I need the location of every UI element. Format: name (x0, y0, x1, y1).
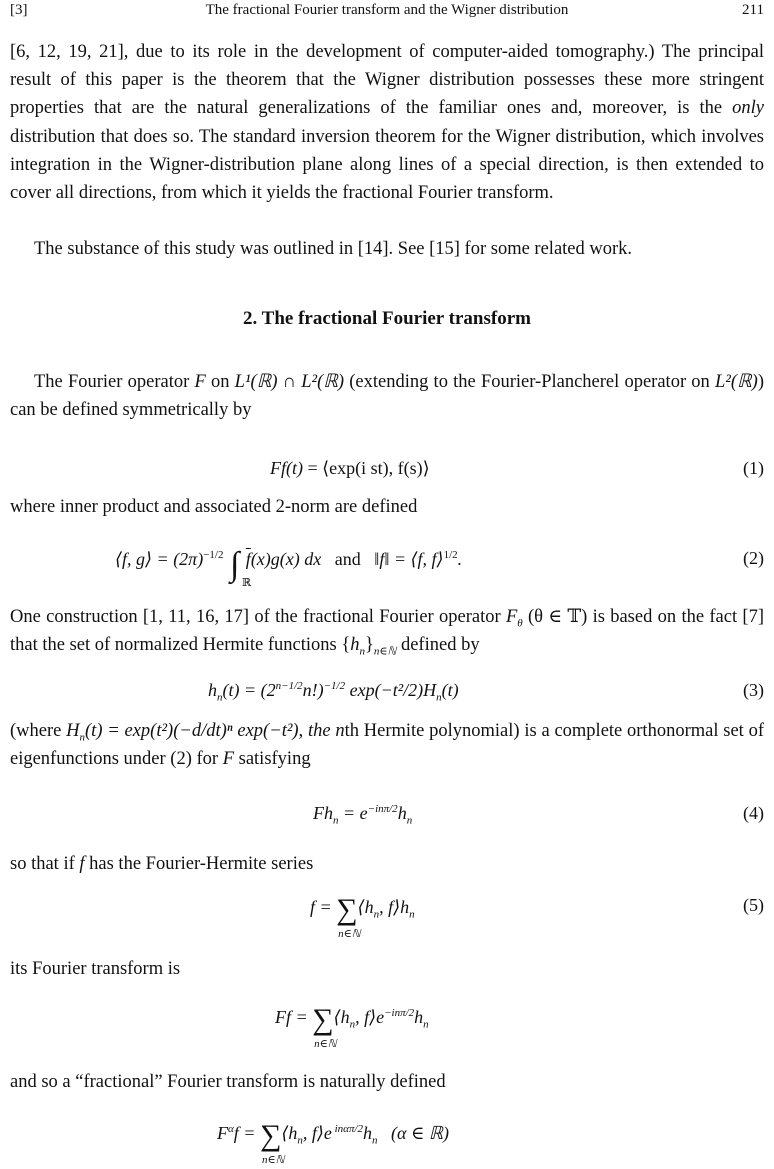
intro-paragraph-2: The substance of this study was outlined in [14]. See [15] for some related work. (34, 239, 633, 259)
section-number: [3] (10, 2, 28, 18)
body-paragraph-4: (where $H_n(t) = \exp(t^2)(-d/dt)^n$ exp(−t²), the nth Hermite polynomial) is a complete orthonormal set of eigenfunctions under (2) for F satisfying (10, 721, 764, 770)
equation-number: (4) (743, 803, 764, 823)
body-paragraph-2: where inner product and associated 2-norm are defined (10, 497, 418, 517)
document-page: [3] The fractional Fourier transform and the Wigner distribution 211 [6, 12, 19, 21], due to its role in the development of computer-aided tomography.) The principal result of this paper is the theorem that the Wigner distribution possesses these more stringent properties that are the natural generalizations of the familiar ones and, moreover, is the only distribution that does so. The standard inversion theorem for the Wigner distribution, which involves integration in the Wigner-distribution plane along lines of a special direction, is then extended to cover all directions, from which it yields the fractional Fourier transform. The substance of this study was outlined in [14]. See [15] for some related work. 2. The fractional Fourier transform The Fourier operator F on L¹(ℝ) ∩ L²(ℝ) (extending to the Fourier-Plancherel operator on L²(ℝ)) can be defined symmetrically by Ff(t) = ⟨exp(i st), f(s)⟩ (1) where inner product and associated 2-norm are defined ⟨f, g⟩ = $(2\pi)^{-1/2}$ ∫ ℝ $\overline{f}(x)g(x)$ dx and ‖f‖ = ⟨f, f⟩$^{1/2}$. (2) One construction [1, 11, 16, 17] of the fractional Fourier operator $F_\theta$ (θ ∈ 𝕋) is based on the fact [7] that the set of normalized Hermite functions $\{h_n\}_{n\in ℕ}$ defined by $h_n(t) = (2^{n-1/2}n!)^{-1/2}$ $\exp(-t^2/2)H_n(t)$ (3) (where $H_n(t) = \exp(t^2)(-d/dt)^n$ exp(−t²), the nth Hermite polynomial) is a complete orthonormal set of eigenfunctions under (2) for F satisfying $Fh_n = e^{-in\pi/2}h_n$ (4) so that if f has the Fourier-Hermite series f = ∑ n∈ℕ $⟨h_n$, $f⟩h_n$ (5) its Fourier transform is Ff = ∑ n∈ℕ $⟨h_n$, $f⟩e^{-in\pi/2}h_n$ and so a “fractional” Fourier transform is naturally defined $F^\alpha f$ = ∑ n∈ℕ $⟨h_n$, f⟩e $^{in\alpha\pi/2}h_n$ (α ∈ ℝ) (0, 0, 774, 1169)
equation-number: (5) (743, 895, 764, 915)
body-paragraph-3: One construction [1, 11, 16, 17] of the fractional Fourier operator $F_\theta$ (θ ∈ 𝕋) is based on the fact [7] that the set of normalized Hermite functions $\{h_n\}_{n\in ℕ}$ defined by (10, 607, 764, 658)
emphasis: only (732, 98, 764, 119)
running-head (10, 0, 764, 20)
page-number: 211 (742, 2, 764, 18)
body-paragraph-6: its Fourier transform is (10, 959, 181, 979)
body-paragraph-1: The Fourier operator F on L¹(ℝ) ∩ L²(ℝ) (extending to the Fourier-Plancherel operator on L²(ℝ)) can be defined symmetrically by (10, 372, 764, 421)
body-paragraph-5: so that if f has the Fourier-Hermite series (10, 854, 314, 874)
equation-number: (2) (743, 548, 764, 568)
section-heading: 2. The fractional Fourier transform (243, 308, 531, 329)
body-paragraph-7: and so a “fractional” Fourier transform is naturally defined (10, 1072, 446, 1092)
running-title: The fractional Fourier transform and the Wigner distribution (205, 2, 569, 18)
equation-number: (1) (743, 458, 764, 478)
intro-paragraph: [6, 12, 19, 21], due to its role in the development of computer-aided tomography.) The principal result of this paper is the theorem that the Wigner distribution possesses these more stringent properties that are the natural generalizations of the familiar ones and, moreover, is the only distribution that does so. The standard inversion theorem for the Wigner distribution, which involves integration in the Wigner-distribution plane along lines of a special direction, is then extended to cover all directions, from which it yields the fractional Fourier transform. (10, 42, 764, 204)
equation-number: (3) (743, 680, 764, 700)
